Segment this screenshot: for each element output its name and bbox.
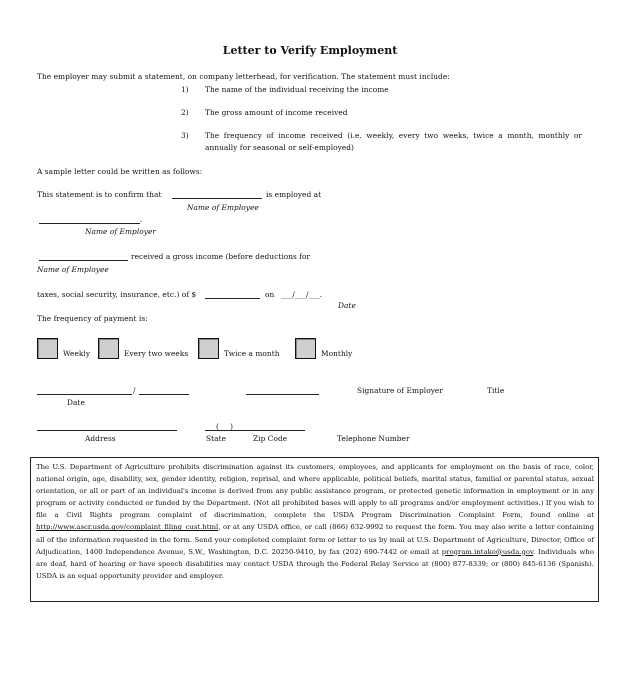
requirement-text-2: The gross amount of income received: [205, 108, 348, 117]
confirm-suffix: is employed at: [266, 190, 322, 199]
address-line[interactable]: [37, 430, 177, 431]
requirement-text-3-line1: The frequency of income received (i.e. weekly, every two weeks, twice a month, monthly or: [205, 131, 582, 140]
gross-income-text: received a gross income (before deductions for: [131, 252, 311, 261]
amount-line[interactable]: [205, 298, 260, 299]
taxes-text: taxes, social security, insurance, etc.) of $: [37, 290, 197, 299]
phone-paren: (___): [216, 422, 234, 431]
monthly-checkbox[interactable]: [295, 338, 316, 359]
employer-name-line[interactable]: [39, 223, 140, 224]
date-blank[interactable]: ___/___/___.: [281, 290, 323, 299]
name-of-employee-label: Name of Employee: [187, 203, 259, 212]
notice-part-3: . Individuals who are deaf, hard of hearing or have speech disabilities may contact USDA through the Federal Relay Service at (800) 877-8339; or (800) 845-6136 (Spanish). USDA is an equal opportunity provider and employer.: [36, 547, 594, 580]
employee-name-line-2[interactable]: [39, 260, 128, 261]
title-label: Title: [487, 386, 505, 395]
requirement-num-2: 2): [181, 108, 189, 117]
zip-code-label: Zip Code: [253, 434, 288, 443]
page-title: Letter to Verify Employment: [222, 44, 398, 57]
signature-of-employer-label: Signature of Employer: [357, 386, 443, 395]
nondiscrimination-notice: [30, 457, 599, 602]
requirement-num-3: 3): [181, 131, 189, 140]
requirement-text-1: The name of the individual receiving the income: [205, 85, 389, 94]
taxes-on: on: [265, 290, 275, 299]
frequency-label: The frequency of payment is:: [37, 314, 148, 323]
twice-a-month-label: Twice a month: [224, 349, 280, 358]
name-of-employee-label-2: Name of Employee: [37, 265, 109, 274]
notice-paragraph: [36, 461, 594, 582]
telephone-number-label: Telephone Number: [337, 434, 410, 443]
notice-part-2: , or at any USDA office, or call (866) 632-9992 to request the form. You may also write a letter containing all of the information requested in the form. Send your completed complaint form or letter to us by mail at U.S. Department of Agriculture, Director, Office of Adjudication, 1400 Independence Avenue, S.W., Washington, D.C. 20250-9410, by fax (202) 690-7442 or email at: [36, 523, 594, 556]
notice-part-1: The U.S. Department of Agriculture prohibits discrimination against its customers, employees, and applicants for employment on the basis of race, color, national origin, age, disability, sex, gender identity, religion, reprisal, and where applicable, political beliefs, marital status, familial or parental status, sexual orientation, or all or part of an individual's income is derived from any public assistance program, or protected genetic information in employment or in any program or activity conducted or funded by the Department. (Not all prohibited bases will apply to all programs and/or employment activities.) If you wish to file a Civil Rights program complaint of discrimination, complete the USDA Program Discrimination Complaint Form, found online at: [36, 463, 594, 520]
monthly-label: Monthly: [321, 349, 353, 358]
signature-slash: /: [133, 386, 136, 395]
signature-line-2[interactable]: [139, 394, 189, 395]
name-of-employer-label: Name of Employer: [85, 227, 156, 236]
weekly-checkbox[interactable]: [37, 338, 58, 359]
signature-line-3[interactable]: [246, 394, 319, 395]
address-label: Address: [85, 434, 116, 443]
intro-text: The employer may submit a statement, on company letterhead, for verification. The statement must include:: [37, 72, 450, 81]
date-label-2: Date: [67, 398, 85, 407]
every-two-weeks-checkbox[interactable]: [98, 338, 119, 359]
state-label: State: [206, 434, 227, 443]
requirement-num-1: 1): [181, 85, 189, 94]
date-label-1: Date: [338, 301, 356, 310]
requirement-text-3-line2: annually for seasonal or self-employed): [205, 143, 354, 152]
state-zip-line[interactable]: [205, 430, 305, 431]
twice-a-month-checkbox[interactable]: [198, 338, 219, 359]
complaint-form-link[interactable]: http://www.ascr.usda.gov/complaint_filing_cust.html: [36, 523, 219, 532]
sample-intro: A sample letter could be written as follows:: [37, 167, 203, 176]
employee-name-line[interactable]: [172, 198, 262, 199]
every-two-weeks-label: Every two weeks: [124, 349, 189, 358]
employer-period: .: [140, 215, 143, 224]
program-intake-email-link[interactable]: program.intake@usda.gov: [441, 547, 534, 556]
signature-line-1[interactable]: [37, 394, 132, 395]
weekly-label: Weekly: [63, 349, 91, 358]
confirm-prefix: This statement is to confirm that: [37, 190, 162, 199]
